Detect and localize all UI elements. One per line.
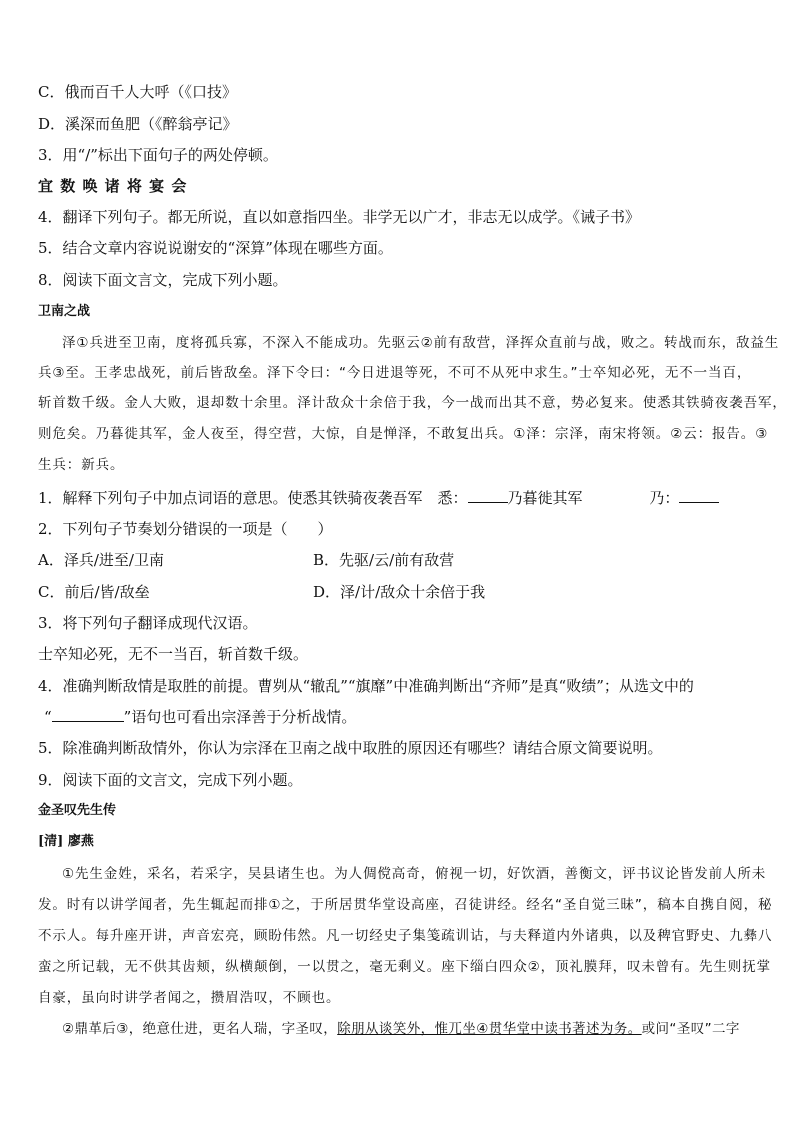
option-c-top: C．俄而百千人大呼（《口技》 bbox=[38, 83, 237, 101]
question-8-1 bbox=[38, 488, 764, 508]
passage-title-weinan: 卫南之战 bbox=[38, 304, 91, 319]
option-c: C．前后/皆/敌垒 bbox=[38, 583, 150, 601]
quote-open: “ bbox=[44, 708, 52, 726]
question-8-4: 4．准确判断敌情是取胜的前提。曹刿从“辙乱”“旗靡”中准确判断出“齐师”是真“败绩”；从选文中的 bbox=[38, 677, 694, 695]
passage-line: 则危矣。乃暮徙其军，金人夜至，得空营，大惊，自是惮泽，不敢复出兵。①泽：宗泽，南宋将领。②云：报告。③ bbox=[38, 426, 769, 442]
passage-p2-start: ②鼎革后③，绝意仕进，更名人瑞，字圣叹， bbox=[62, 1021, 338, 1037]
option-d-top: D．溪深而鱼肥（《醉翁亭记》 bbox=[38, 115, 238, 133]
passage-line: 泽①兵进至卫南，度将孤兵寡，不深入不能成功。先驱云②前有敌营，泽挥众直前与战，败之。转战而东，敌益生 bbox=[62, 335, 780, 351]
underlined-sentence: 除朋从谈笑外，惟兀坐④贯华堂中读书著述为务。 bbox=[337, 1021, 642, 1037]
answer-blank[interactable] bbox=[468, 488, 508, 503]
question-8-4-tail: ”语句也可看出宗泽善于分析战情。 bbox=[123, 708, 357, 726]
passage-line: 发。时有以讲学闻者，先生辄起而排①之，于所居贯华堂设高座，召徒讲经。经名“圣自觉三昧”，稿本自携自阅，秘 bbox=[38, 897, 773, 913]
option-d: D．泽/计/敌众十余倍于我 bbox=[313, 583, 486, 601]
question-8-2: 2．下列句子节奏划分错误的一项是（ ） bbox=[38, 520, 333, 538]
option-a: A．泽兵/进至/卫南 bbox=[38, 551, 164, 569]
question-8-1-part-c: 乃： bbox=[649, 489, 680, 507]
question-8-intro: 8．阅读下面文言文，完成下列小题。 bbox=[38, 271, 288, 289]
passage-p2-end: 或问“圣叹”二字 bbox=[641, 1021, 740, 1037]
passage-author: [清] 廖燕 bbox=[38, 834, 94, 849]
question-3-sentence: 宜 数 唤 诸 将 宴 会 bbox=[38, 177, 188, 195]
passage-line: 斩首数千级。金人大败，退却数十余里。泽计敌众十余倍于我，今一战而出其不意，势必复来。使悉其铁骑夜袭吾军， bbox=[38, 395, 787, 411]
question-8-3: 3．将下列句子翻译成现代汉语。 bbox=[38, 614, 258, 632]
question-8-2-options-row1 bbox=[38, 550, 764, 570]
question-8-1-part-a: 1．解释下列句子中加点词语的意思。使悉其铁骑夜袭吾军 悉： bbox=[38, 489, 468, 507]
passage-line: 自豪，虽向时讲学者闻之，攒眉浩叹，不顾也。 bbox=[38, 990, 341, 1006]
passage-title-jinshengtan: 金圣叹先生传 bbox=[38, 803, 117, 818]
question-4: 4．翻译下列句子。都无所说，直以如意指四坐。非学无以广才，非志无以成学。《诫子书》 bbox=[38, 208, 641, 226]
passage-line: 不示人。每升座开讲，声音宏亮，顾盼伟然。凡一切经史子集笺疏训诂，与夫释道内外诸典，以及稗官野史、九彝八 bbox=[38, 928, 773, 944]
question-8-4-continued bbox=[44, 707, 764, 727]
question-9-intro: 9．阅读下面的文言文，完成下列小题。 bbox=[38, 771, 303, 789]
question-8-5: 5．除准确判断敌情外，你认为宗泽在卫南之战中取胜的原因还有哪些？请结合原文简要说明。 bbox=[38, 739, 663, 757]
passage-line-p2 bbox=[62, 1019, 764, 1039]
answer-blank[interactable] bbox=[679, 488, 719, 503]
question-3-label: 3．用“/”标出下面句子的两处停顿。 bbox=[38, 146, 278, 164]
question-8-1-part-b: 乃暮徙其军 bbox=[507, 489, 583, 507]
question-8-2-options-row2 bbox=[38, 582, 764, 602]
answer-blank[interactable] bbox=[52, 707, 124, 722]
passage-line: 蛮之所记载，无不供其齿颊，纵横颠倒，一以贯之，毫无剩义。座下缁白四众②，顶礼膜拜，叹未曾有。先生则抚掌 bbox=[38, 959, 772, 975]
passage-line: 生兵：新兵。 bbox=[38, 457, 125, 473]
passage-line: 兵③至。王孝忠战死，前后皆敌垒。泽下令曰：“今日进退等死，不可不从死中求生。”士卒知必死，无不一当百， bbox=[38, 365, 752, 381]
question-8-3-sentence: 士卒知必死，无不一当百，斩首数千级。 bbox=[38, 645, 309, 663]
passage-line: ①先生金姓，采名，若采字，吴县诸生也。为人倜傥高奇，俯视一切，好饮酒，善衡文，评书议论皆发前人所未 bbox=[62, 866, 767, 882]
question-5: 5．结合文章内容说说谢安的“深算”体现在哪些方面。 bbox=[38, 239, 393, 257]
option-b: B．先驱/云/前有敌营 bbox=[313, 551, 455, 569]
